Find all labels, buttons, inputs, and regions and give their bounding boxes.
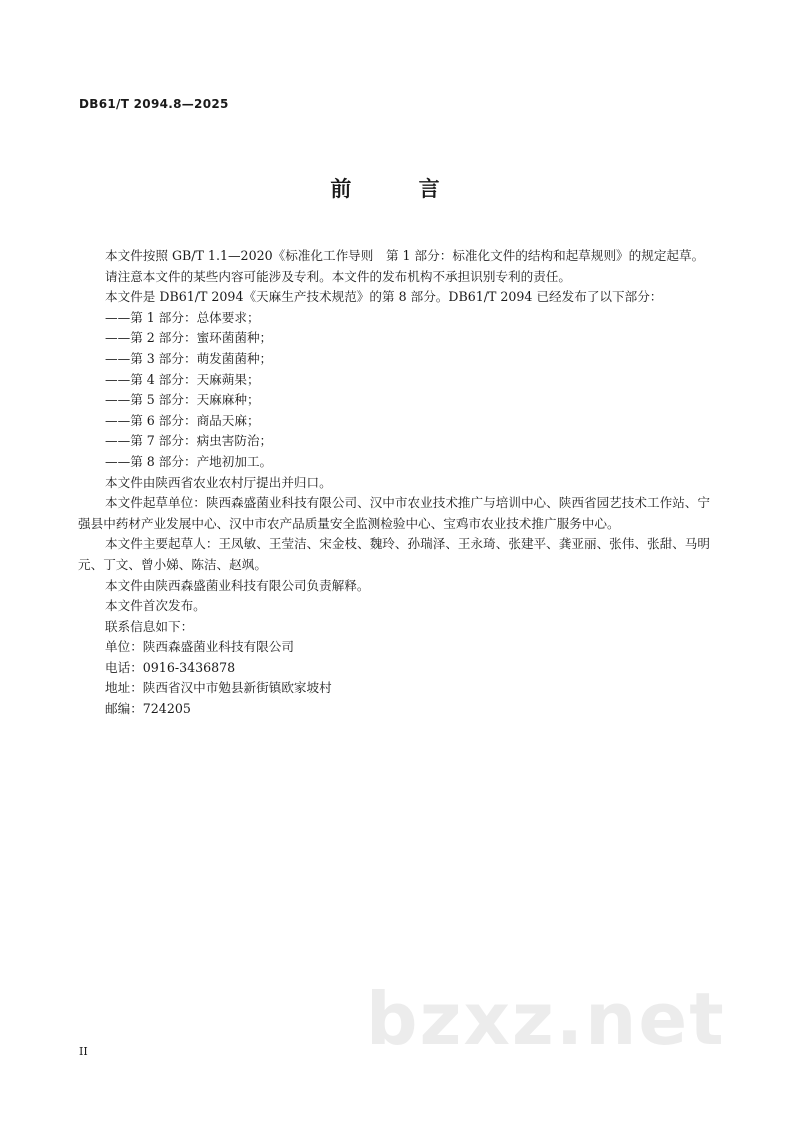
watermark: bzxz.net xyxy=(366,977,726,1061)
part-item: ——第 6 部分：商品天麻； xyxy=(105,412,260,428)
part-item: ——第 8 部分：产地初加工。 xyxy=(105,453,273,469)
part-item: ——第 1 部分：总体要求； xyxy=(105,309,260,325)
paragraph-contact-heading: 联系信息如下： xyxy=(105,618,194,634)
part-item: ——第 4 部分：天麻蒴果； xyxy=(105,371,260,387)
paragraph-drafters: 本文件主要起草人：王凤敏、王莹洁、宋金枝、魏玲、孙瑞泽、王永琦、张建平、龚亚丽、张伟、张甜、马明元、丁文、曾小娣、陈洁、赵飒。 xyxy=(78,536,710,572)
part-item: ——第 5 部分：天麻麻种； xyxy=(105,392,260,408)
contact-postcode: 邮编：724205 xyxy=(105,701,191,717)
part-item: ——第 7 部分：病虫害防治； xyxy=(105,433,273,449)
paragraph-drafting-rules: 本文件按照 GB/T 1.1—2020《标准化工作导则 第 1 部分：标准化文件的结构和起草规则》的规定起草。 xyxy=(105,248,705,263)
paragraph-part-info: 本文件是 DB61/T 2094《天麻生产技术规范》的第 8 部分。DB61/T 2094 已经发布了以下部分： xyxy=(105,289,663,305)
contact-phone: 电话：0916-3436878 xyxy=(105,659,236,675)
paragraph-patent-notice: 请注意本文件的某些内容可能涉及专利。本文件的发布机构不承担识别专利的责任。 xyxy=(105,268,571,284)
page-title: 前 言 xyxy=(330,177,470,201)
page-number: II xyxy=(79,1045,88,1058)
part-item: ——第 3 部分：萌发菌菌种； xyxy=(105,350,273,366)
paragraph-first-release: 本文件首次发布。 xyxy=(105,598,206,614)
document-body xyxy=(78,246,710,720)
paragraph-interpretation: 本文件由陕西森盛菌业科技有限公司负责解释。 xyxy=(105,577,370,593)
part-item: ——第 2 部分：蜜环菌菌种； xyxy=(105,330,273,346)
document-code: DB61/T 2094.8—2025 xyxy=(79,97,229,111)
contact-unit: 单位：陕西森盛菌业科技有限公司 xyxy=(105,639,294,655)
paragraph-proposer: 本文件由陕西省农业农村厅提出并归口。 xyxy=(105,474,332,490)
paragraph-drafting-units: 本文件起草单位：陕西森盛菌业科技有限公司、汉中市农业技术推广与培训中心、陕西省园艺技术工作站、宁强县中药材产业发展中心、汉中市农产品质量安全监测检验中心、宝鸡市农业技术推广服务中心。 xyxy=(78,495,710,531)
contact-address: 地址：陕西省汉中市勉县新街镇欧家坡村 xyxy=(105,680,332,696)
